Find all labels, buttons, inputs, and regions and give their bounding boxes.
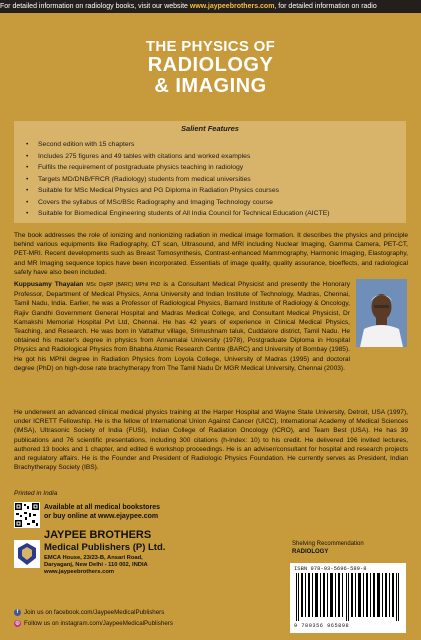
- publisher-address: [44, 555, 148, 576]
- instagram-icon: ◎: [15, 620, 20, 626]
- book-description: The book addresses the role of ionizing and nonionizing radiation in medical image formation. It describes the physics and principle behind various equipments like Radiography, CT scan, Ultrasound, and MRI including Nuclear Imaging, Gamma Camera, PET-CT, PET-MRI. Recent developments such as Breast Tomosynthesis, Contrast-enhanced Mammography, Harmonic Imaging, Elastography, and MR Imaging sequence topics have been incorporated. Essentials of image quality, quality assurance, bioeffects, and radiological safety have also been included.: [14, 232, 408, 276]
- instagram-link[interactable]: [14, 620, 173, 627]
- publisher-name: JAYPEE BROTHERS: [44, 529, 152, 541]
- facebook-text: Join us on facebook.com/JaypeeMedicalPublishers: [24, 609, 165, 616]
- feature-item: • Fulfils the requirement of postgraduate physics teaching in radiology: [26, 162, 330, 174]
- feature-item: • Second edition with 15 chapters: [26, 139, 330, 151]
- address-line-1: EMCA House, 23/23-B, Ansari Road,: [44, 555, 143, 561]
- shelving-recommendation: [292, 540, 364, 556]
- availability: [44, 503, 160, 521]
- author-bio-continued: He underwent an advanced clinical medical physics training at the Harper Hospital and Wayne State University, Detroit, USA (1997), under ICRETT Fellowship. He is the fellow of International Union Against Cancer (UICC), International Academy of Medical Sciences (IMSA), Ultrasonic Society of India (FUSI), Indian College of Radiation Oncology (ICRO), and Team Best (USA). He has 39 publications and 76 scientific presentations, including 300 citations (h-Index: 10) to his credit. He delivered 196 invited lectures, authored 13 books and 1 chapter, and edited 6 workshop proceedings. He is an adviser/consultant for hospital and research projects and regulatory affairs. He is the Founder and President of Radiologic Physics Foundation. He currently serves as President, Indian Brachytherapy Society (IBS).: [14, 409, 408, 472]
- banner-text: For detailed information on radiology books, visit our website: [0, 3, 190, 10]
- barcode: [290, 563, 406, 633]
- feature-item: • Covers the syllabus of MSc/BSc Radiography and Imaging Technology course: [26, 197, 330, 209]
- publisher-website: www.jaypeebrothers.com: [44, 569, 115, 575]
- salient-features-heading: Salient Features: [181, 124, 239, 133]
- publisher-logo-icon: [14, 540, 40, 568]
- address-line-2: Daryaganj, New Delhi - 110 002, INDIA: [44, 562, 148, 568]
- author-name: Kuppusamy Thayalan: [14, 281, 84, 288]
- salient-features-panel: [14, 121, 406, 223]
- publisher-subname: Medical Publishers (P) Ltd.: [44, 542, 166, 553]
- feature-item: • Suitable for MSc Medical Physics and PG Diploma in Radiation Physics courses: [26, 185, 330, 197]
- top-banner: [0, 0, 421, 13]
- author-photo: [356, 279, 407, 347]
- title-line-1: THE PHYSICS OF: [145, 38, 276, 55]
- shelving-label: Shelving Recommendation: [292, 541, 364, 547]
- isbn: ISBN 978-93-5696-589-8: [294, 565, 367, 572]
- banner-text-tail: , for detailed information on radio: [274, 3, 377, 10]
- author-bio: [14, 280, 408, 373]
- availability-line-2: or buy online at www.ejaypee.com: [44, 513, 159, 520]
- banner-url: www.jaypeebrothers.com: [189, 3, 275, 10]
- author-credentials: MSc DipRP (BARC) MPhil PhD: [86, 282, 161, 288]
- barcode-number: 9 789356 965898: [294, 623, 350, 629]
- availability-line-1: Available at all medical bookstores: [44, 504, 161, 511]
- facebook-link[interactable]: [14, 609, 164, 616]
- feature-item: • Targets MD/DNB/FRCR (Radiology) students from medical universities: [26, 174, 330, 186]
- feature-item: • Includes 275 figures and 49 tables with citations and worked examples: [26, 151, 330, 163]
- author-bio-text: is a Consultant Medical Physicist and presently the Honorary Professor, Department of Medical Physics, Anna University and Indian Institute of Technology, Madras, Chennai, Tamil Nadu, India. Earlier, he was a Professor of Radiological Physics, Barnard Institute of Radiology & Oncology, Rajiv Gandhi Government General Hospital and Madras Medical College, and Consultant Medical Physicist, Dr Kamakshi Memorial Hospital Pvt Ltd, Chennai. He has 42 years of experience in Clinical Medical Physics, Teaching, and Research. He was born in Vattathur village, Srimushnam taluk, Cuddalore district, Tamil Nadu. He obtained his master's degree in physics from Annamalai University (1978), Postgraduate Diploma in Hospital Physics and Radiological Physics from Bhabha Atomic Research Centre (BARC) and University of Bombay (1985). He got his MPhil degree in Radiation Physics from Loyola College, University of Madras (1995) and doctoral degree (PhD) on high-dose rate brachytherapy from The Tamil Nadu Dr MGR Medical University, Chennai (2003).: [14, 281, 351, 372]
- shelving-value: RADIOLOGY: [292, 549, 329, 555]
- printed-in: Printed in India: [14, 490, 58, 497]
- facebook-icon: f: [14, 609, 21, 616]
- instagram-text: Follow us on instagram.com/JaypeeMedicalPublishers: [24, 620, 173, 627]
- salient-features-list: [26, 139, 330, 220]
- title-line-2: RADIOLOGY: [147, 54, 274, 76]
- title-line-3: & IMAGING: [154, 75, 267, 97]
- qr-code-icon: [14, 502, 40, 528]
- barcode-bars: [294, 573, 402, 621]
- feature-item: • Suitable for Biomedical Engineering students of All India Council for Technical Education (AICTE): [26, 208, 330, 220]
